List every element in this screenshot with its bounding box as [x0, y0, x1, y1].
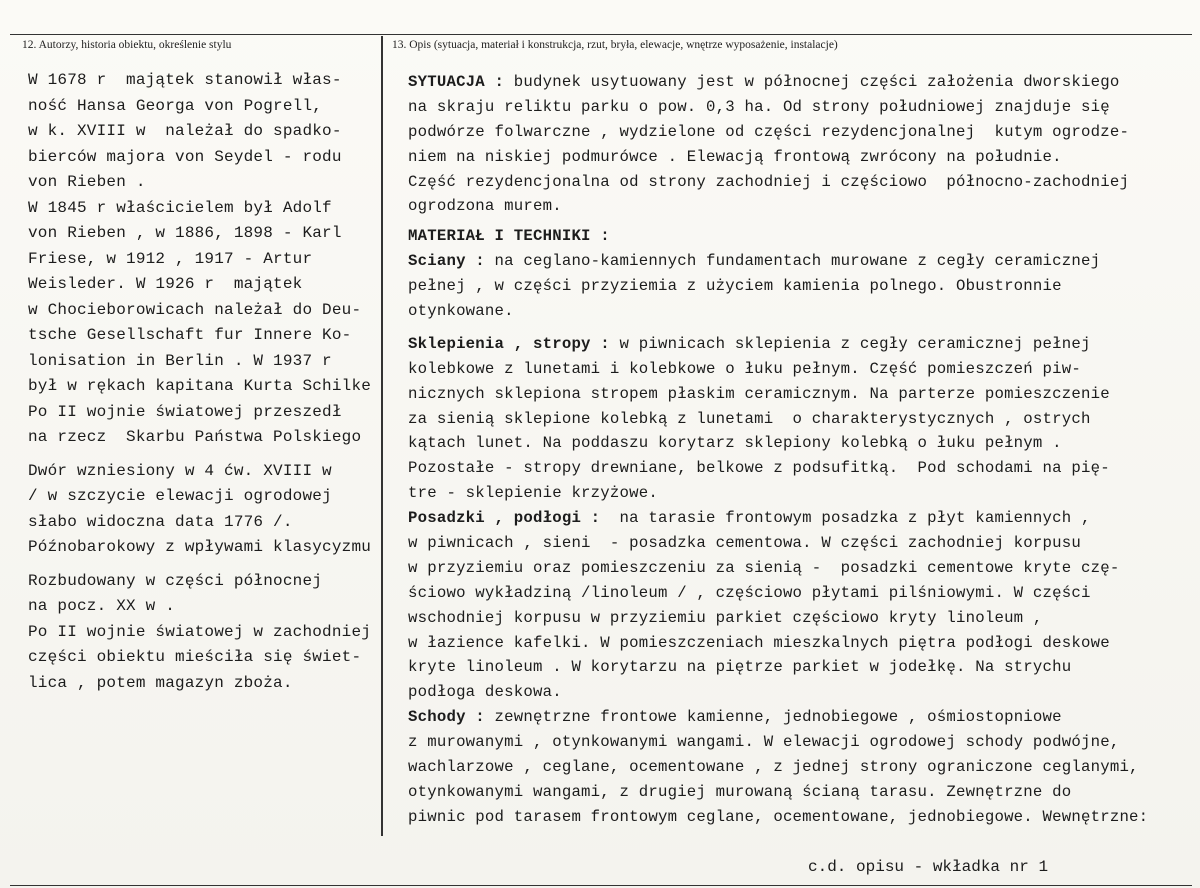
text-line: Po II wojnie światowej w zachodniej — [28, 622, 372, 641]
text-line: von Rieben , w 1886, 1898 - Karl — [28, 224, 342, 242]
text-line: w przyziemiu oraz pomieszczeniu za sienią - posadzki cementowe kryte czę- — [408, 558, 1120, 577]
situation-heading: SYTUACJA : — [408, 73, 505, 91]
text-line: wachlarzowe , ceglane, ocementowane , z jednej strony ograniczone ceglanymi, — [408, 758, 1139, 777]
text-line: budynek usytuowany jest w północnej części założenia dworskiego — [504, 73, 1120, 91]
text-line: bierców majora von Seydel - rodu — [28, 147, 342, 166]
materials-heading: MATERIAŁ I TECHNIKI : — [408, 227, 610, 246]
floors-heading: Posadzki , podłogi : — [408, 509, 601, 528]
text-line: tsche Gesellschaft fur Innere Ko- — [28, 326, 352, 344]
text-line: pełnej , w części przyziemia z użyciem kamienia polnego. Obustronnie — [408, 277, 1062, 296]
text-line: kolebkowe z lunetami i kolebkowe o łuku pełnym. Część pomieszczeń piw- — [408, 359, 1081, 378]
text-line: był w rękach kapitana Kurta Schilke — [28, 377, 372, 395]
text-line: części obiektu mieściła się świet- — [28, 648, 362, 666]
text-line: von Rieben . — [28, 173, 146, 191]
text-line: w łazience kafelki. W pomieszczeniach mieszkalnych piętra podłogi deskowe — [408, 633, 1110, 652]
text-line: nicznych sklepiona stropem płaskim ceramicznym. Na parterze pomieszczenie — [408, 384, 1110, 403]
text-line: otynkowanymi wangami, z drugiej murowaną ścianą tarasu. Zewnętrzne do — [408, 782, 1072, 801]
text-line: W 1845 r właścicielem był Adolf — [28, 198, 332, 217]
text-line: na rzecz Skarbu Państwa Polskiego — [28, 428, 362, 446]
text-line: słabo widoczna data 1776 /. — [28, 512, 293, 531]
text-line: Część rezydencjonalna od strony zachodniej i częściowo północno-zachodniej — [408, 172, 1130, 191]
stairs-heading: Schody : — [408, 708, 485, 727]
text-line: Weisleder. W 1926 r majątek — [28, 275, 303, 293]
text-line: Późnobarokowy z wpływami klasycyzmu — [28, 538, 372, 556]
bottom-rule — [10, 885, 1192, 886]
section-13-header: 13. Opis (sytuacja, materiał i konstrukcja, rzut, bryła, elewacje, wnętrze wyposażenie, instalacje) — [392, 39, 838, 51]
text-line: podłoga deskowa. — [408, 683, 562, 702]
history-paragraph-dating — [28, 459, 380, 561]
text-line: niem na niskiej podmurówce . Elewacją frontową zwrócony na południe. — [408, 147, 1062, 166]
text-line: w piwnicach , sieni - posadzka cementowa. W części zachodniej korpusu — [408, 534, 1081, 553]
text-line: lonisation in Berlin . W 1937 r — [28, 351, 332, 370]
text-line: w piwnicach sklepienia z cegły ceramicznej pełnej — [609, 334, 1091, 353]
text-line: na pocz. XX w . — [28, 597, 176, 615]
floors-section — [408, 506, 1198, 705]
text-line: tre - sklepienie krzyżowe. — [408, 484, 658, 503]
text-line: wschodniej korpusu w przyziemiu parkiet częściowo kryty linoleum , — [408, 608, 1043, 627]
text-line: Rozbudowany w części północnej — [28, 571, 323, 590]
history-paragraph-extension — [28, 569, 380, 620]
text-line: na tarasie frontowym posadzka z płyt kamiennych , — [600, 509, 1091, 528]
text-line: Pozostałe - stropy drewniane, belkowe z podsufitką. Pod schodami na pię- — [408, 459, 1110, 478]
text-line: na skraju reliktu parku o pow. 0,3 ha. Od strony południowej znajduje się — [408, 97, 1110, 116]
vaults-section — [408, 332, 1198, 506]
history-paragraph-ownership — [28, 68, 380, 451]
situation-section — [408, 70, 1198, 219]
walls-heading: Sciany : — [408, 252, 485, 271]
text-line: w k. XVIII w należał do spadko- — [28, 122, 342, 140]
history-column — [28, 68, 380, 696]
text-line: ogrodzona murem. — [408, 197, 562, 216]
text-line: / w szczycie elewacji ogrodowej — [28, 487, 332, 505]
text-line: kryte linoleum . W korytarzu na piętrze parkiet w jodełkę. Na strychu — [408, 658, 1072, 677]
walls-section — [408, 249, 1198, 324]
text-line: zewnętrzne frontowe kamienne, jednobiegowe , ośmiostopniowe — [484, 708, 1062, 727]
text-line: otynkowane. — [408, 302, 514, 321]
text-line: Friese, w 1912 , 1917 - Artur — [28, 249, 313, 268]
continuation-note: c.d. opisu - wkładka nr 1 — [808, 858, 1049, 876]
stairs-section — [408, 705, 1198, 829]
text-line: kątach lunet. Na poddaszu korytarz sklepiony kolebką o łuku pełnym . — [408, 434, 1062, 453]
text-line: W 1678 r majątek stanowił włas- — [28, 71, 342, 89]
text-line: podwórze folwarczne , wydzielone od części rezydencjonalnej kutym ogrodze- — [408, 122, 1130, 141]
text-line: piwnic pod tarasem frontowym ceglane, ocementowane, jednobiegowe. Wewnętrzne: — [408, 807, 1149, 826]
text-line: lica , potem magazyn zboża. — [28, 673, 293, 692]
text-line: w Chocieborowicach należał do Deu- — [28, 300, 362, 319]
text-line: Po II wojnie światowej przeszedł — [28, 402, 342, 421]
history-paragraph-postwar — [28, 620, 380, 697]
text-line: za sienią sklepione kolebką z lunetami o charakterystycznych , ostrych — [408, 409, 1091, 428]
vaults-heading: Sklepienia , stropy : — [408, 334, 610, 353]
top-rule — [10, 34, 1192, 35]
text-line: ność Hansa Georga von Pogrell, — [28, 96, 323, 115]
text-line: Dwór wzniesiony w 4 ćw. XVIII w — [28, 461, 332, 480]
text-line: na ceglano-kamiennych fundamentach murowane z cegły ceramicznej — [484, 252, 1101, 271]
text-line: z murowanymi , otynkowanymi wangami. W elewacji ogrodowej schody podwójne, — [408, 733, 1120, 752]
section-12-header: 12. Autorzy, historia obiektu, określenie stylu — [22, 39, 232, 51]
description-column — [408, 70, 1198, 830]
text-line: ściowo wykładziną /linoleum / , częściowo płytami pilśniowymi. W części — [408, 583, 1091, 602]
column-divider — [381, 36, 383, 836]
